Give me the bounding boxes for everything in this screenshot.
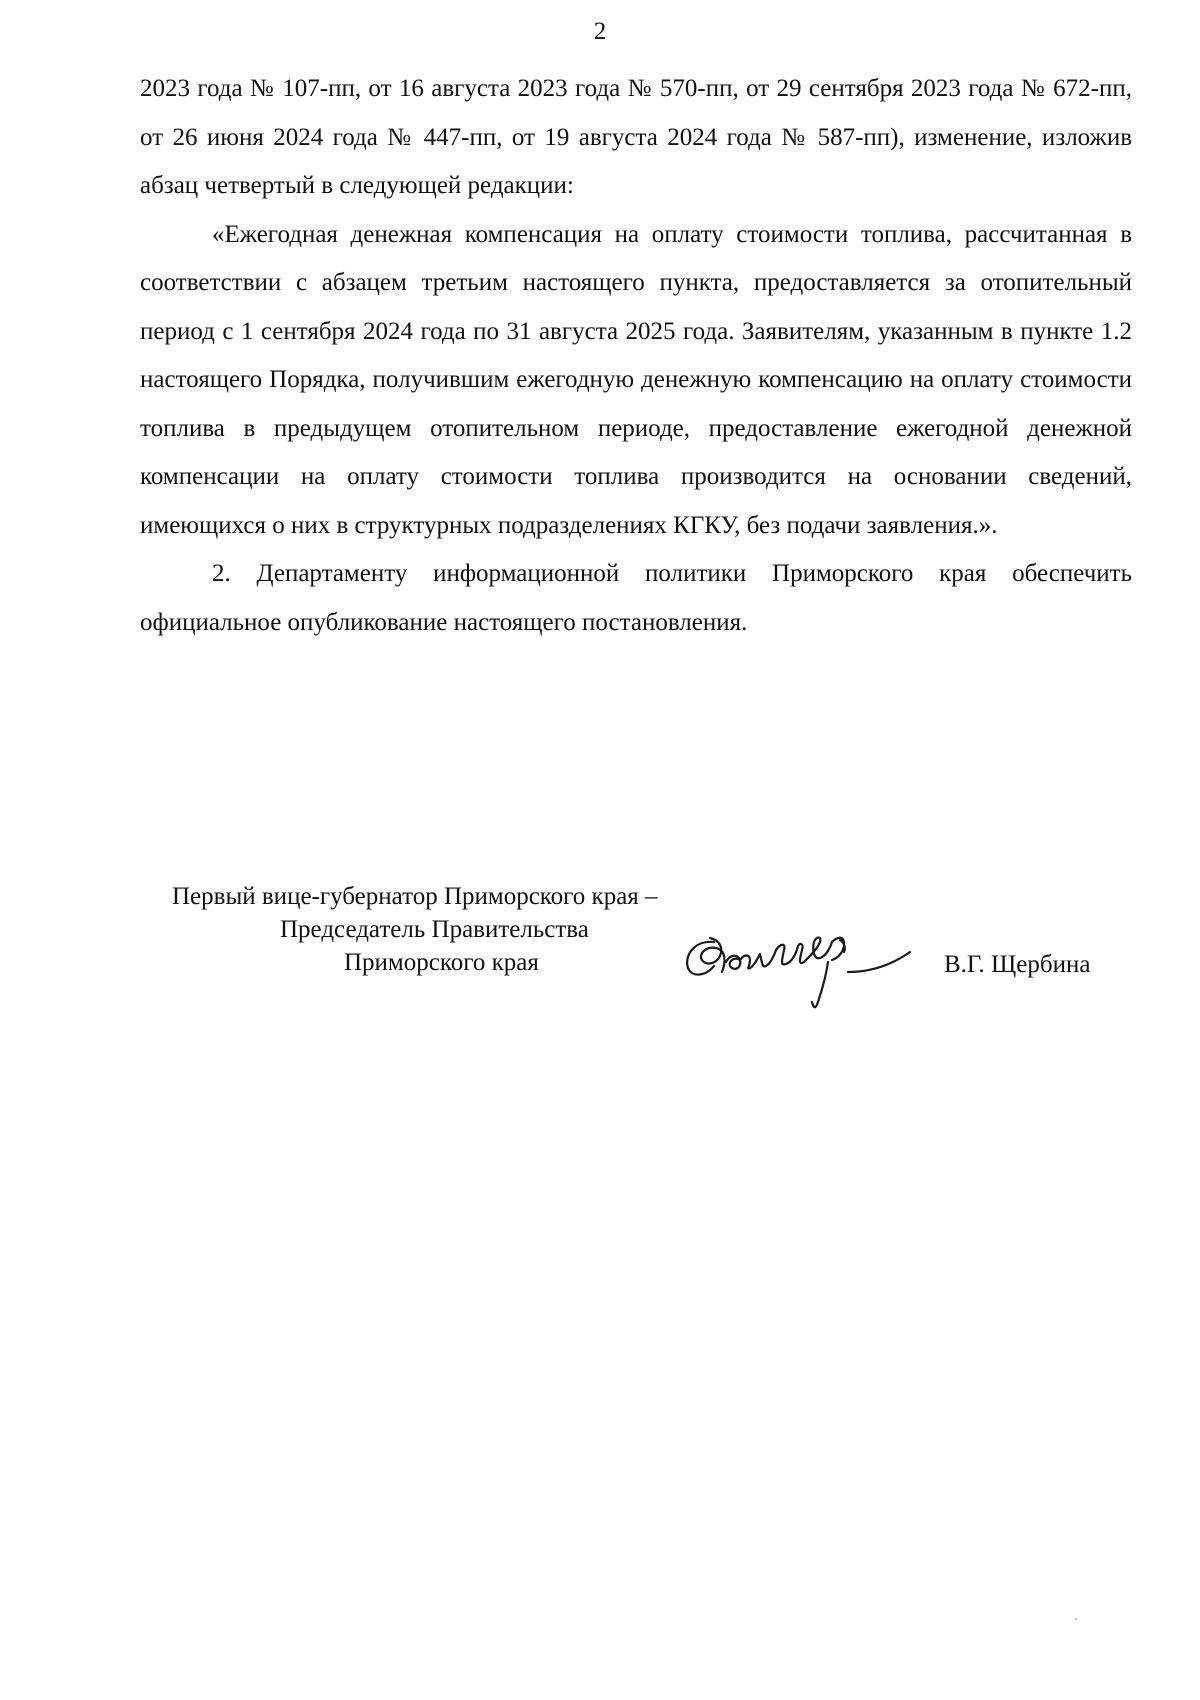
signer-position-line-2: Председатель Правительства <box>280 916 589 943</box>
signer-position-line-3: Приморского края <box>344 949 539 976</box>
paragraph-quoted-amendment: «Ежегодная денежная компенсация на оплату стоимости топлива, рассчитанная в соответствии с абзацем третьим настоящего пункта, предоставляется за отопительный период с 1 сентября 2024 года по 31 августа 2025 года. Заявителям, указанным в пункте 1.2 настоящего Порядка, получившим ежегодную денежную компенсацию на оплату стоимости топлива в предыдущем отопительном периоде, предоставление ежегодной денежной компенсации на оплату стоимости топлива производится на основании сведений, имеющихся о них в структурных подразделениях КГКУ, без подачи заявления.». <box>140 220 1132 539</box>
page-number: 2 <box>593 18 607 45</box>
signer-position-line-1: Первый вице-губернатор Приморского края – <box>172 883 658 910</box>
signer-name: В.Г. Щербина <box>944 951 1091 978</box>
document-body <box>140 65 1132 647</box>
scan-speck <box>1075 1618 1077 1620</box>
paragraph-amendment-continuation: 2023 года № 107-пп, от 16 августа 2023 года № 570-пп, от 29 сентября 2023 года № 672-пп, от 26 июня 2024 года № 447-пп, от 19 августа 2024 года № 587-пп), изменение, изложив абзац четвертый в следующей редакции: <box>140 75 1132 199</box>
signature-block <box>0 880 1200 1020</box>
paragraph-publication-order: 2. Департаменту информационной политики Приморского края обеспечить официальное опубликование настоящего постановления. <box>140 560 1132 636</box>
handwritten-signature <box>680 932 970 1032</box>
